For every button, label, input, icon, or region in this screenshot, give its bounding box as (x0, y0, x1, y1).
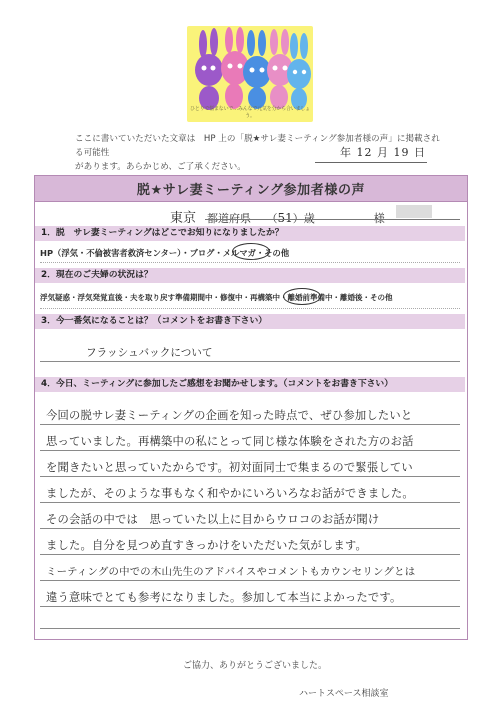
question-3-answer: フラッシュバックについて (86, 347, 213, 359)
comment-line-5: その会話の中では 思っていた以上に目からウロコのお話が聞け (46, 513, 380, 526)
comment-line-4: ましたが、そのような事もなく和やかにいろいろなお話ができました。 (46, 487, 414, 500)
date-field: 年 12 月 19 日 (340, 146, 426, 159)
notice-line-1: ここに書いていただいた文章は HP 上の「脱★サレ妻ミーティング参加者様の声」に掲載される可能性 (75, 134, 440, 158)
answer-line (40, 606, 460, 607)
page-title: 脱★サレ妻ミーティング参加者様の声 (136, 183, 366, 198)
prefecture-suffix: 都道府県 (207, 212, 252, 225)
separator (40, 262, 460, 263)
comment-line-7: ミーティングの中での木山先生のアドバイスやコメントもカウンセリングとは (46, 566, 416, 578)
comment-line-2: 思っていました。再構築中の私にとって同じ様な体験をされた方のお話 (46, 435, 414, 448)
answer-line (40, 628, 460, 629)
answer-line (40, 554, 460, 555)
answer-line (40, 502, 460, 503)
logo-image (187, 26, 313, 122)
comment-line-8: 違う意味でとても参考になりました。参加して本当によかったです。 (46, 591, 402, 604)
question-1-label: 1．脱 サレ妻ミーティングはどこでお知りになりましたか？ (35, 226, 465, 241)
thanks-message: ご協力、ありがとうございました。 (183, 661, 328, 671)
answer-line (40, 361, 460, 362)
answer-line (40, 476, 460, 477)
answer-line (40, 424, 460, 425)
comment-line-3: を聞きたいと思っていたからです。初対面同士で集まるので緊張してい (46, 461, 413, 474)
title-banner (34, 175, 468, 202)
comment-line-6: ました。自分を見つめ直すきっかけをいただいた気がします。 (46, 539, 368, 552)
answer-line (40, 528, 460, 529)
honorific: 様 (373, 212, 385, 225)
question-2-label: 2．現在のご夫婦の状況は？ (35, 268, 465, 283)
redacted-name (396, 205, 432, 218)
question-2-options: 浮気疑惑・浮気発覚直後・夫を取り戻す準備期間中・修復中・再構築中・離婚前準備中・離婚後・その他 (40, 293, 393, 302)
comment-line-1: 今回の脱サレ妻ミーティングの企画を知った時点で、ぜひ参加したいと (46, 409, 413, 422)
prefecture-value: 東京 (170, 211, 197, 226)
notice-line-2: があります。あらかじめ、ご了承ください。 (75, 162, 246, 172)
separator (40, 308, 460, 309)
circled-answer-1 (232, 243, 270, 260)
question-3-label: 3．今一番気になることは？（コメントをお書き下さい） (35, 314, 465, 329)
profile-underline (205, 219, 460, 220)
question-1-options: HP（浮気・不倫被害者救済センター）・ブログ・メルマガ・その他 (40, 248, 290, 258)
age-suffix: 歳 (303, 212, 315, 225)
age-value: 51 (277, 211, 293, 225)
organization-signature: ハートスペース相談室 (299, 689, 389, 699)
answer-line (40, 580, 460, 581)
circled-answer-2 (283, 288, 321, 305)
answer-line (40, 450, 460, 451)
profile-row: 東京 都道府県 （51）歳 様 (170, 211, 385, 226)
question-4-label: 4．今日、ミーティングに参加したご感想をお聞かせします。（コメントをお書き下さい） (35, 377, 465, 392)
logo-caption: ひとりで悩まないで…みんなで元気を分かち合いましょう。 (189, 106, 310, 119)
